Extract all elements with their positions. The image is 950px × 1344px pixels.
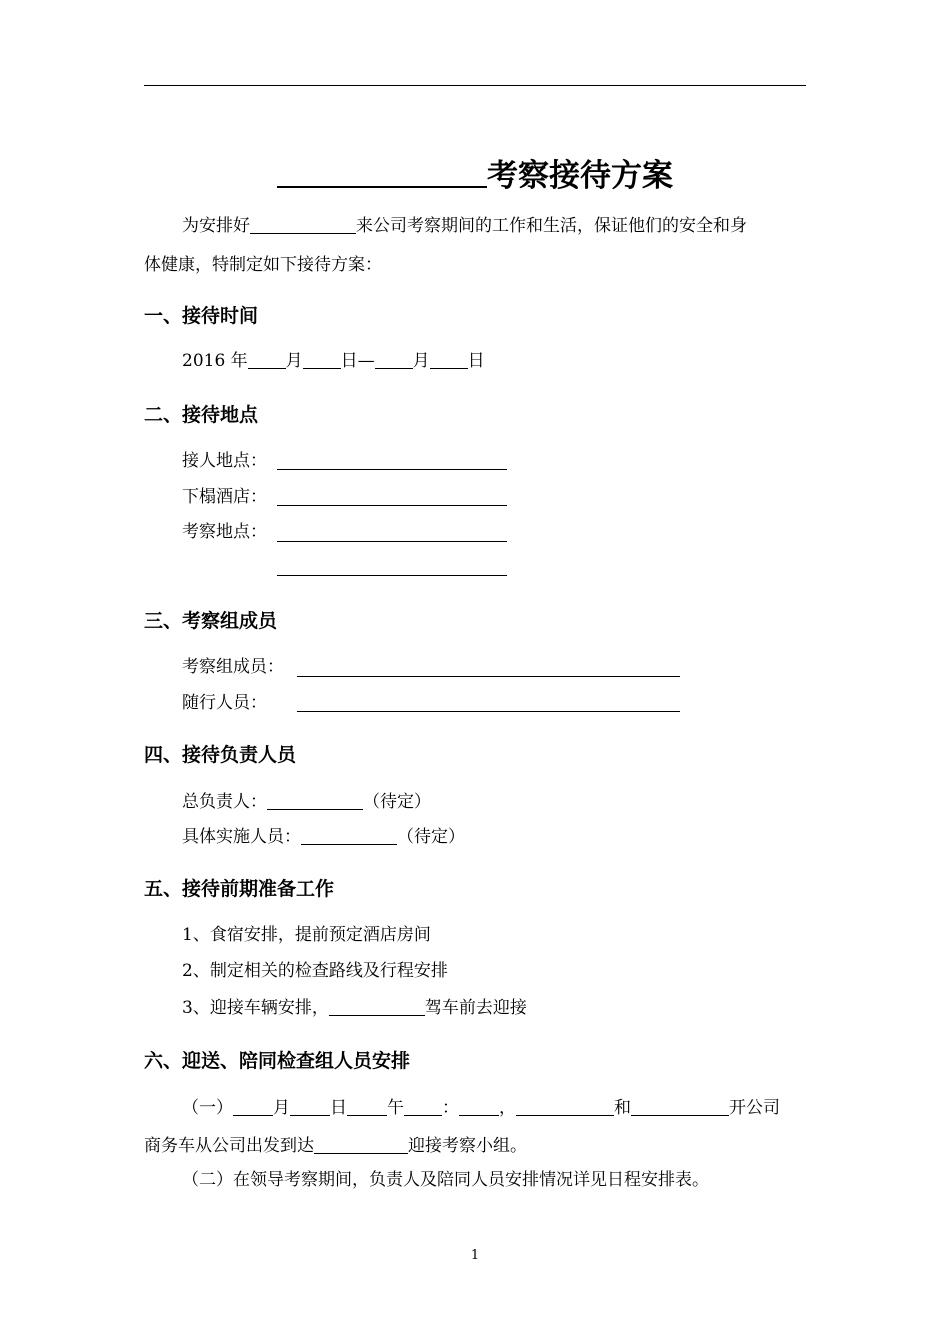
date-blank-month xyxy=(248,351,286,369)
arrangement-open: （一） xyxy=(182,1098,233,1118)
intro-blank xyxy=(250,216,356,234)
intro-line-2: 体健康，特制定如下接待方案： xyxy=(144,255,382,275)
section-heading-1: 一、接待时间 xyxy=(144,305,259,327)
date-blank-day2 xyxy=(430,351,468,369)
date-day2: 日 xyxy=(467,351,485,371)
escort-blank xyxy=(297,711,680,712)
section-heading-3: 三、考察组成员 xyxy=(144,610,278,632)
intro-line-1 xyxy=(182,216,747,235)
arr-blank-day xyxy=(290,1098,330,1116)
section-heading-6: 六、迎送、陪同检查组人员安排 xyxy=(144,1050,411,1072)
inspection-location-label: 考察地点： xyxy=(182,522,267,542)
intro-suffix: 来公司考察期间的工作和生活，保证他们的安全和身 xyxy=(356,216,747,236)
reception-date-line xyxy=(182,351,485,370)
date-blank-month2 xyxy=(375,351,413,369)
date-year: 2016 年 xyxy=(182,351,248,371)
arr-and: 和 xyxy=(614,1098,631,1118)
implementer-line xyxy=(182,827,465,846)
inspection-location-blank-2 xyxy=(277,575,507,576)
prep-item-3-suffix: 驾车前去迎接 xyxy=(424,998,527,1018)
page-number: 1 xyxy=(470,1248,480,1263)
intro-prefix: 为安排好 xyxy=(182,216,250,236)
inspection-location-blank xyxy=(277,541,507,542)
implementer-label: 具体实施人员： xyxy=(182,827,301,847)
arr-blank-hour xyxy=(404,1098,442,1116)
date-blank-day xyxy=(303,351,341,369)
arr-line2-suffix: 迎接考察小组。 xyxy=(408,1136,527,1156)
driver-blank xyxy=(329,998,425,1016)
hotel-label: 下榻酒店： xyxy=(182,487,267,507)
chief-note: （待定） xyxy=(363,792,431,812)
prep-item-2: 2、制定相关的检查路线及行程安排 xyxy=(182,961,448,981)
arrangement-line-2 xyxy=(144,1136,527,1155)
implementer-blank xyxy=(301,827,397,845)
arr-comma: ， xyxy=(499,1098,516,1118)
arr-blank-destination xyxy=(314,1136,408,1154)
pickup-location-label: 接人地点： xyxy=(182,451,267,471)
arr-blank-minute xyxy=(459,1098,499,1116)
arr-blank-person1 xyxy=(516,1098,614,1116)
arr-tail: 开公司 xyxy=(729,1098,780,1118)
chief-line xyxy=(182,792,431,811)
prep-item-3 xyxy=(182,998,527,1017)
arr-day: 日 xyxy=(330,1098,347,1118)
section-heading-5: 五、接待前期准备工作 xyxy=(144,878,335,900)
header-rule xyxy=(144,85,806,86)
arr-noon: 午 xyxy=(387,1098,404,1118)
arr-month: 月 xyxy=(273,1098,290,1118)
arr-line2-prefix: 商务车从公司出发到达 xyxy=(144,1136,314,1156)
pickup-location-blank xyxy=(277,469,507,470)
members-label: 考察组成员： xyxy=(182,657,284,677)
arr-blank-person2 xyxy=(631,1098,729,1116)
prep-item-1: 1、食宿安排，提前预定酒店房间 xyxy=(182,925,431,945)
date-month: 月 xyxy=(285,351,303,371)
title-text: 考察接待方案 xyxy=(487,158,673,194)
hotel-blank xyxy=(277,505,507,506)
arr-blank-month xyxy=(233,1098,273,1116)
date-day: 日 xyxy=(340,351,358,371)
arrangement-para-2: （二）在领导考察期间，负责人及陪同人员安排情况详见日程安排表。 xyxy=(182,1170,709,1190)
date-month2: 月 xyxy=(412,351,430,371)
arrangement-line-1 xyxy=(182,1098,780,1117)
page-title xyxy=(0,150,950,195)
section-heading-2: 二、接待地点 xyxy=(144,404,259,426)
prep-item-3-prefix: 3、迎接车辆安排， xyxy=(182,998,329,1018)
escort-label: 随行人员： xyxy=(182,693,267,713)
title-blank xyxy=(277,158,487,188)
chief-blank xyxy=(267,792,363,810)
arr-blank-noon xyxy=(347,1098,387,1116)
members-blank xyxy=(297,676,680,677)
section-heading-4: 四、接待负责人员 xyxy=(144,744,297,766)
date-dash: — xyxy=(357,351,375,371)
arr-colon: ： xyxy=(442,1098,459,1118)
chief-label: 总负责人： xyxy=(182,792,267,812)
implementer-note: （待定） xyxy=(397,827,465,847)
